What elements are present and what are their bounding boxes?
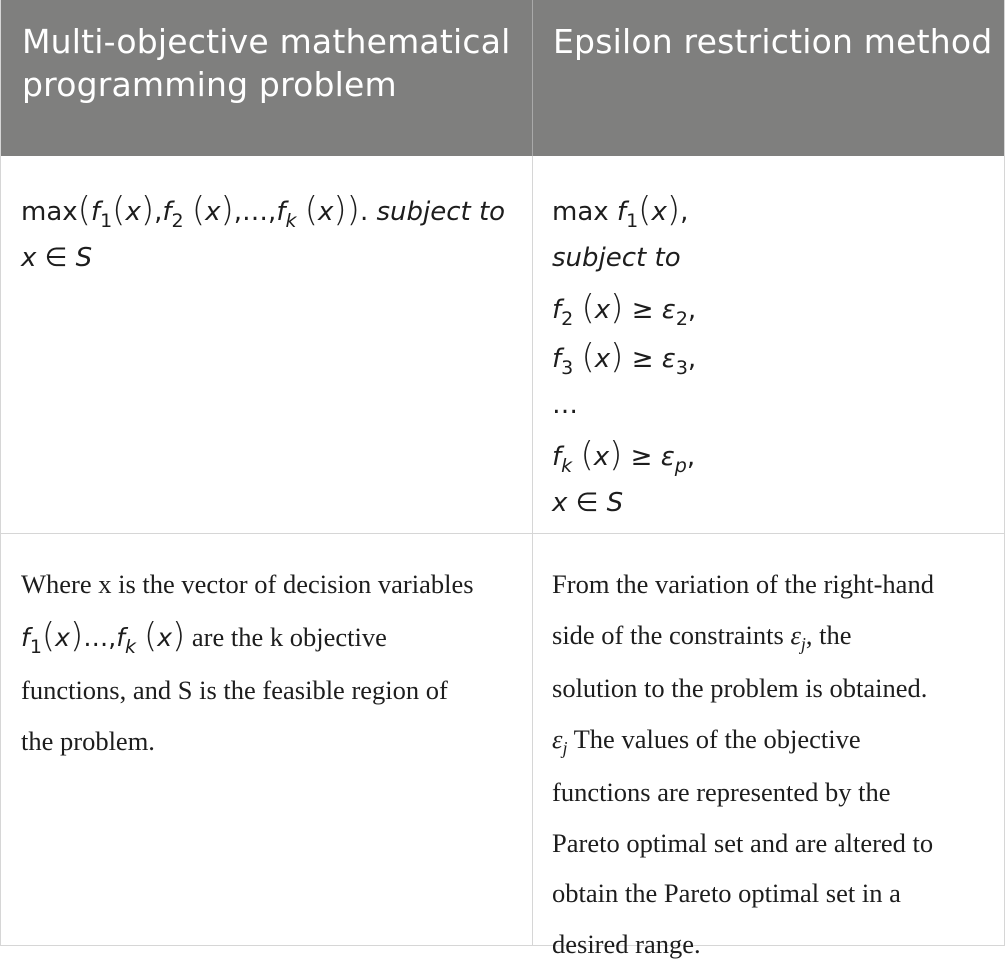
formula-line: x ∈ S (552, 479, 1004, 528)
formula-line: $\max(f_1(x),f_2$ $(x),\dots,f_k$ (x)). subject to (21, 185, 532, 234)
formula-line: $f_2$ $(x) \ge \varepsilon_2$, (552, 283, 1004, 332)
description-line: the problem. (21, 716, 516, 767)
description-line: $\varepsilon_j$ The values of the objective (552, 714, 988, 768)
problem-description-cell (1, 534, 533, 945)
formula-line: $\max f_1(x)$, (552, 185, 1004, 234)
table-header-row (1, 0, 1004, 156)
formula-line-2: x ∈ S (21, 234, 532, 283)
method-description-cell (533, 534, 1004, 945)
description-line: Where x is the vector of decision variables (21, 559, 516, 610)
formula-line: $f_k$ $(x) \ge \varepsilon_p$, (552, 430, 1004, 479)
description-line: $f_1(x)\dots,f_k$ (x) are the k objective (21, 610, 516, 666)
description-line: side of the constraints $\varepsilon_j$, the (552, 610, 988, 664)
header-cell-method: Epsilon restriction method (533, 0, 1004, 156)
formula-line: subject to (552, 234, 1004, 283)
problem-formula-cell (1, 156, 533, 533)
formula-line: $f_3$ $(x) \ge \varepsilon_3$, (552, 332, 1004, 381)
description-line: functions are represented by the (552, 767, 988, 818)
description-line: Pareto optimal set and are altered to (552, 818, 988, 869)
formula-row (1, 156, 1004, 534)
description-row (1, 534, 1004, 945)
method-formula-cell (533, 156, 1004, 533)
header-cell-problem: Multi-objective mathematical programming problem (1, 0, 533, 156)
description-line: solution to the problem is obtained. (552, 663, 988, 714)
formula-line: … (552, 381, 1004, 430)
description-line: obtain the Pareto optimal set in a (552, 868, 988, 919)
description-line: functions, and S is the feasible region of (21, 665, 516, 716)
description-line: From the variation of the right-hand (552, 559, 988, 610)
description-line: desired range. (552, 919, 988, 969)
